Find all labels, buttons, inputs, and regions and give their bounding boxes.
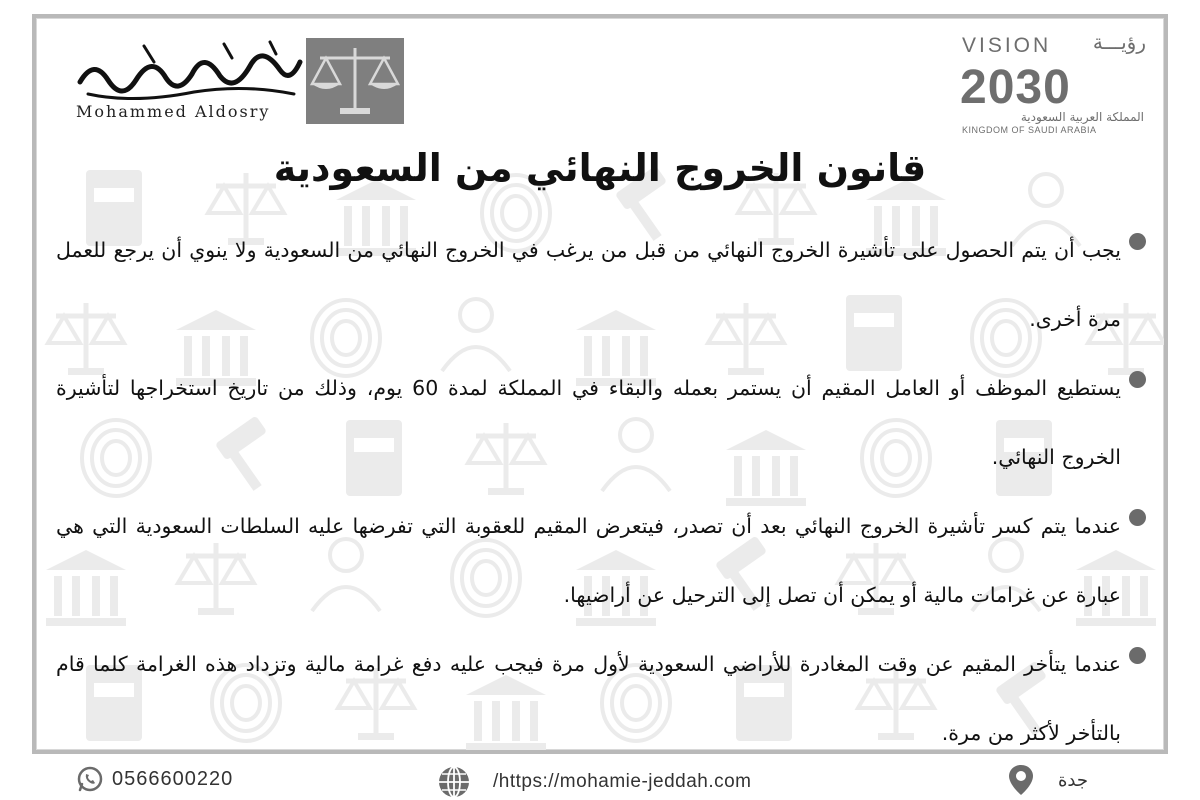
list-item [56,354,1146,492]
location-pin-icon [1006,763,1036,797]
footer-phone[interactable] [76,765,233,793]
aldosry-logo [74,36,404,126]
footer-location[interactable] [1006,763,1088,797]
footer-website[interactable] [437,765,752,799]
bullet-icon [1129,233,1146,250]
footer [0,760,1200,800]
aldosry-calligraphy-logo [74,36,304,106]
vision-label-ar: رؤيـــة [1092,30,1146,54]
list-item [56,216,1146,354]
list-item-text: يستطيع الموظف أو العامل المقيم أن يستمر بعمله والبقاء في المملكة لمدة 60 يوم، وذلك من تاريخ استخراجها لتأشيرة الخروج النهائي. [56,376,1121,469]
list-item [56,630,1146,754]
whatsapp-icon [76,765,104,793]
vision-2030-logo [952,30,1152,138]
list-item-text: عندما يتم كسر تأشيرة الخروج النهائي بعد أن تصدر، فيتعرض المقيم للعقوبة التي تفرضها عليه السلطات السعودية التي هي عبارة عن غرامات مالية أو يمكن أن تصل إلى الترحيل عن أراضيها. [56,514,1121,607]
list-item [56,492,1146,630]
scales-of-justice-icon [306,38,404,124]
kingdom-label-ar: المملكة العربية السعودية [1020,110,1144,124]
rules-list [56,216,1146,754]
list-item-text: عندما يتأخر المقيم عن وقت المغادرة للأراضي السعودية لأول مرة فيجب عليه دفع غرامة مالية وتزداد هذه الغرامة كلما قام بالتأخر لأكثر من مرة. [56,652,1121,745]
content-frame [32,14,1168,754]
page-title: قانون الخروج النهائي من السعودية [273,146,927,190]
vision-year: 2030 [960,61,1071,114]
city-name: جدة [1058,769,1089,791]
phone-number: 0566600220 [112,767,234,790]
website-url: /https://mohamie-jeddah.com [493,771,752,792]
list-item-text: يجب أن يتم الحصول على تأشيرة الخروج النهائي من قبل من يرغب في الخروج النهائي من السعودية ولا ينوي أن يرجع للعمل مرة أخرى. [56,238,1121,331]
bullet-icon [1129,371,1146,388]
kingdom-label-en: KINGDOM OF SAUDI ARABIA [962,125,1097,135]
bullet-icon [1129,509,1146,526]
bullet-icon [1129,647,1146,664]
globe-icon [437,765,471,799]
brand-name-latin: Mohammed Aldosry [76,102,271,121]
vision-label-en: VISION [962,34,1052,57]
